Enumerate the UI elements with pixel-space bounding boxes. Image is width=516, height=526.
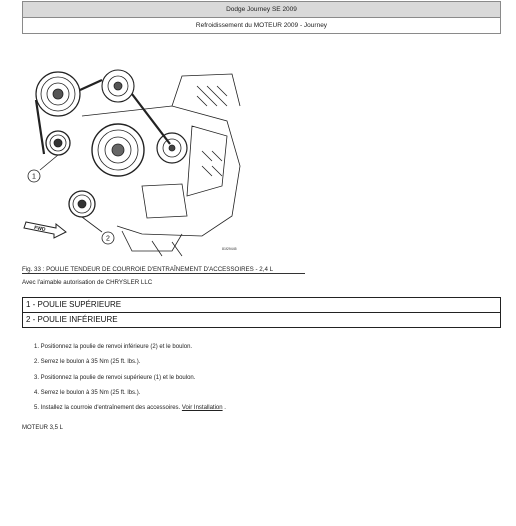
see-installation-link[interactable]: Voir Installation — [181, 405, 223, 412]
procedure-steps — [34, 343, 226, 419]
engine-pulley-illustration — [22, 66, 248, 258]
step-suffix: . — [222, 405, 226, 412]
section-title: MOTEUR 3,5 L — [22, 425, 64, 431]
callout-2-label: 2 — [106, 235, 110, 243]
step-item: 4. Serrez le boulon à 35 Nm (25 ft. lbs.). — [34, 389, 141, 396]
document-header-section: Refroidissement du MOTEUR 2009 - Journey — [22, 18, 501, 34]
figure-caption[interactable]: Fig. 33 : POULIE TENDEUR DE COURROIE D'ENTRAÎNEMENT D'ACCESSOIRES - 2,4 L — [22, 266, 274, 273]
legend-item-upper-pulley: 1 - POULIE SUPÉRIEURE — [23, 298, 500, 313]
step-item — [34, 404, 226, 419]
step-text: 5. Installez la courroie d'entraînement des accessoires. — [34, 405, 182, 412]
caption-underline — [22, 273, 305, 274]
step-item: 2. Serrez le boulon à 35 Nm (25 ft. lbs.). — [34, 359, 141, 366]
document-header-vehicle: Dodge Journey SE 2009 — [22, 1, 501, 18]
legend-item-lower-pulley: 2 - POULIE INFÉRIEURE — [26, 315, 118, 324]
figure-id: 81f29445 — [222, 247, 237, 251]
callout-1-label: 1 — [32, 173, 36, 181]
legend-table — [22, 297, 501, 328]
figure-credit: Avec l'aimable autorisation de CHRYSLER LLC — [22, 279, 153, 286]
fwd-label: FWD — [33, 225, 46, 233]
step-item: 3. Positionnez la poulie de renvoi supérieure (1) et le boulon. — [34, 374, 196, 381]
step-item: 1. Positionnez la poulie de renvoi inférieure (2) et le boulon. — [34, 344, 193, 350]
